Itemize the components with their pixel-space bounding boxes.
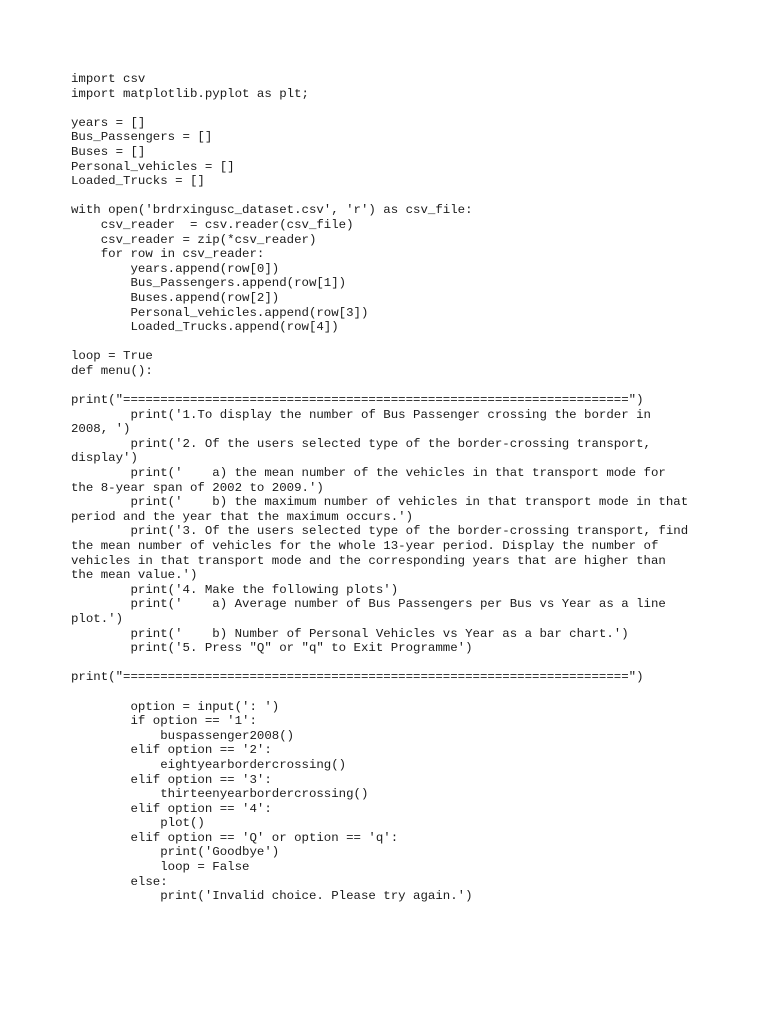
code-line: print("====================================================================") <box>71 393 644 408</box>
code-line: Buses.append(row[2]) <box>71 290 280 305</box>
code-line: Personal_vehicles = [] <box>71 159 235 174</box>
code-line: plot() <box>71 816 205 831</box>
code-line <box>71 656 711 671</box>
code-line: print('1.To display the number of Bus Passenger crossing the border in <box>71 407 651 422</box>
code-line: print(' b) the maximum number of vehicles in that transport mode in that <box>71 495 689 510</box>
code-line: import csv <box>71 72 146 86</box>
code-line: 2008, ') <box>71 422 131 437</box>
code-line: def menu(): <box>71 363 153 378</box>
code-line: option = input(': ') <box>71 699 280 714</box>
code-line: Loaded_Trucks = [] <box>71 174 205 189</box>
code-line: for row in csv_reader: <box>71 247 265 262</box>
code-line: years.append(row[0]) <box>71 261 280 276</box>
code-line <box>71 685 711 700</box>
code-line: loop = True <box>71 349 153 364</box>
code-line: period and the year that the maximum occurs.') <box>71 509 414 524</box>
code-line: elif option == '3': <box>71 772 272 787</box>
code-line: elif option == '4': <box>71 801 272 816</box>
code-line: plot.') <box>71 611 124 626</box>
code-line: import matplotlib.pyplot as plt; <box>71 86 309 101</box>
code-line: display') <box>71 451 138 466</box>
code-line: eightyearbordercrossing() <box>71 757 347 772</box>
code-line: buspassenger2008() <box>71 728 295 743</box>
code-line: print('Invalid choice. Please try again.') <box>71 889 473 904</box>
code-line: Buses = [] <box>71 144 146 159</box>
code-line: Bus_Passengers.append(row[1]) <box>71 276 347 291</box>
code-line: Personal_vehicles.append(row[3]) <box>71 305 369 320</box>
code-line: print("====================================================================") <box>71 670 644 685</box>
code-line <box>71 189 711 204</box>
code-line: elif option == 'Q' or option == 'q': <box>71 830 399 845</box>
code-line <box>71 335 711 350</box>
code-line: thirteenyearbordercrossing() <box>71 787 369 802</box>
code-line: loop = False <box>71 860 250 875</box>
code-line <box>71 101 711 116</box>
code-listing <box>71 72 711 904</box>
code-line: vehicles in that transport mode and the corresponding years that are higher than <box>71 553 666 568</box>
code-line: else: <box>71 874 168 889</box>
code-line: if option == '1': <box>71 714 257 729</box>
code-line: print(' b) Number of Personal Vehicles vs Year as a bar chart.') <box>71 626 629 641</box>
code-line: Loaded_Trucks.append(row[4]) <box>71 320 339 335</box>
code-line: print(' a) Average number of Bus Passengers per Bus vs Year as a line <box>71 597 666 612</box>
code-line: with open('brdrxingusc_dataset.csv', 'r') as csv_file: <box>71 203 473 218</box>
code-line: Bus_Passengers = [] <box>71 130 213 145</box>
code-line: years = [] <box>71 115 146 130</box>
code-line: print('4. Make the following plots') <box>71 582 399 597</box>
code-line: print('3. Of the users selected type of the border-crossing transport, find <box>71 524 689 539</box>
code-line: the mean value.') <box>71 568 198 583</box>
code-line: csv_reader = csv.reader(csv_file) <box>71 217 354 232</box>
code-line <box>71 378 711 393</box>
code-line: print('Goodbye') <box>71 845 280 860</box>
code-line: csv_reader = zip(*csv_reader) <box>71 232 317 247</box>
code-line: elif option == '2': <box>71 743 272 758</box>
code-line: the 8-year span of 2002 to 2009.') <box>71 480 324 495</box>
code-line: print('2. Of the users selected type of the border-crossing transport, <box>71 436 651 451</box>
code-line: print('5. Press "Q" or "q" to Exit Programme') <box>71 641 473 656</box>
code-line: print(' a) the mean number of the vehicles in that transport mode for <box>71 466 666 481</box>
code-line: the mean number of vehicles for the whole 13-year period. Display the number of <box>71 539 659 553</box>
